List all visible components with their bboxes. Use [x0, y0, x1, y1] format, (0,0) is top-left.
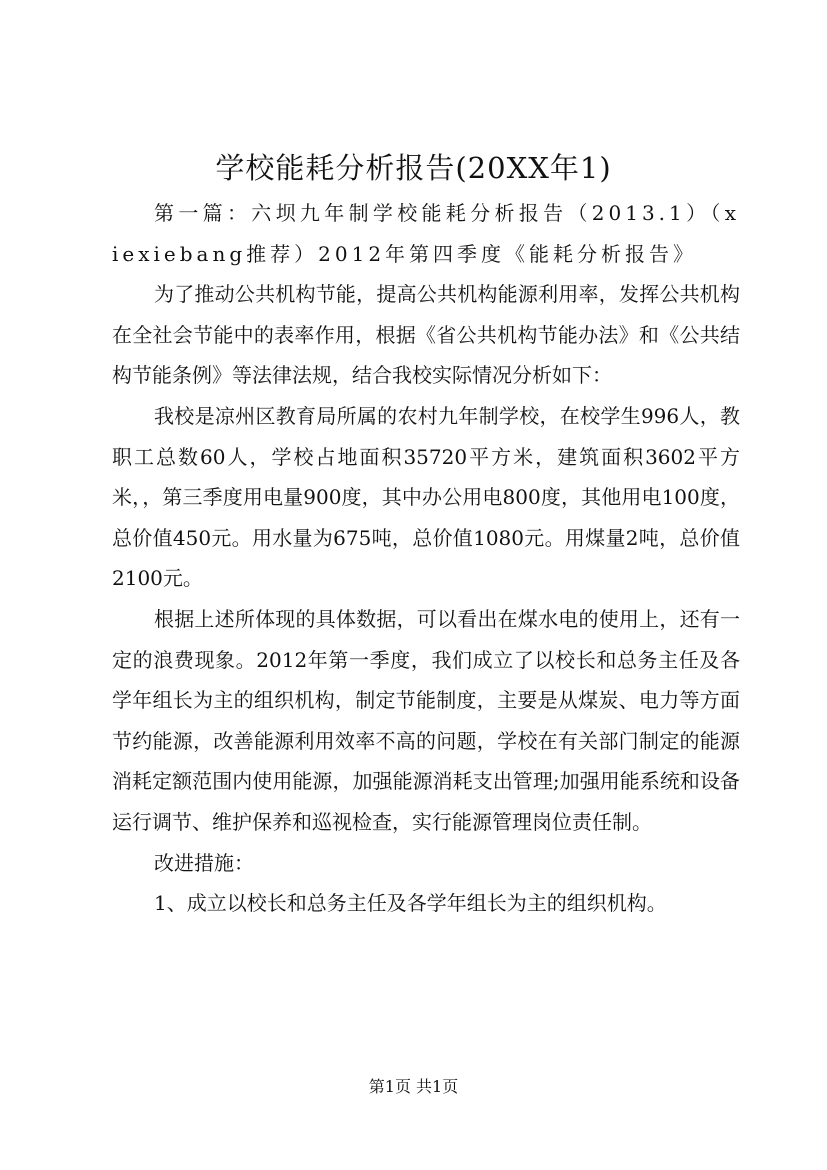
paragraph-measures-heading: 改进措施：	[154, 850, 254, 875]
paragraph-analysis: 根据上述所体现的具体数据，可以看出在煤水电的使用上，还有一定的浪费现象。2012年第一季度，我们成立了以校长和总务主任及各学年组长为主的组织机构，制定节能制度，主要是从煤炭、电力等方面节约能源，改善能源利用效率不高的问题，学校在有关部门制定的能源消耗定额范围内使用能源，加强能源消耗支出管理;加强用能系统和设备运行调节、维护保养和巡视检查，实行能源管理岗位责任制。	[112, 606, 740, 834]
paragraph-school-stats: 我校是凉州区教育局所属的农村九年制学校，在校学生996人，教职工总数60人，学校占地面积35720平方米，建筑面积3602平方米，，第三季度用电量900度，其中办公用电800度，其他用电100度，总价值450元。用水量为675吨，总价值1080元。用煤量2吨，总价值2100元。	[112, 403, 740, 591]
paragraph-measure-1: 1、成立以校长和总务主任及各学年组长为主的组织机构。	[154, 891, 667, 916]
document-title: 学校能耗分析报告(20XX年1)	[215, 151, 612, 185]
document-body	[112, 193, 740, 924]
paragraph-intro: 第一篇：六坝九年制学校能耗分析报告（2013.1）（xiexiebang推荐）2012年第四季度《能耗分析报告》	[112, 201, 740, 266]
paragraph-purpose: 为了推动公共机构节能，提高公共机构能源利用率，发挥公共机构在全社会节能中的表率作用，根据《省公共机构节能办法》和《公共结构节能条例》等法律法规，结合我校实际情况分析如下：	[112, 282, 740, 388]
page-footer: 第1页 共1页	[368, 1077, 459, 1096]
